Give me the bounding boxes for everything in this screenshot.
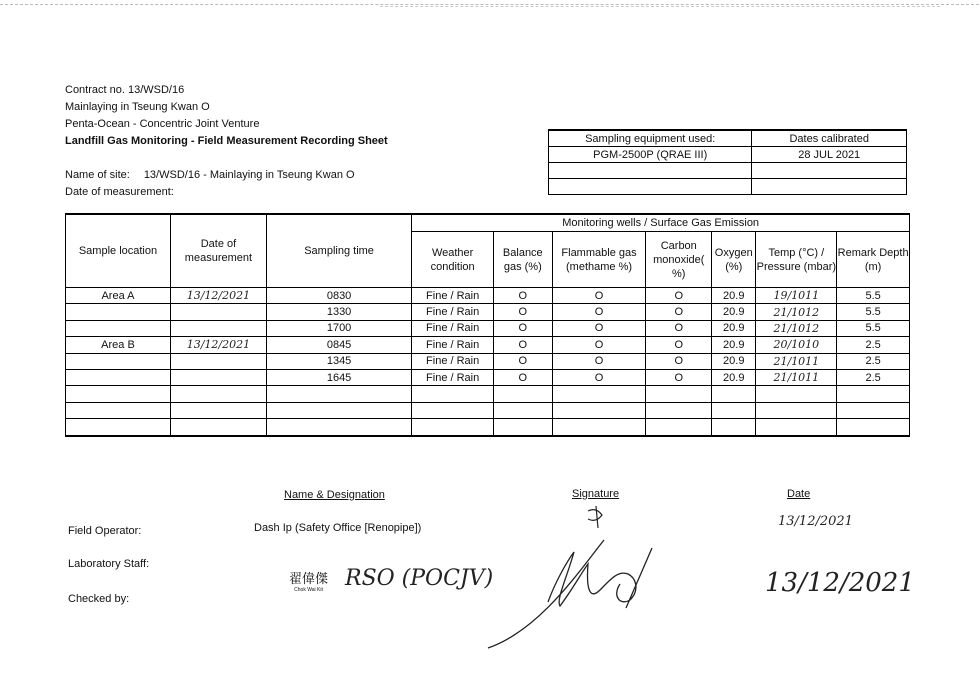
checker-chinese-text: 翟偉傑 bbox=[289, 571, 329, 586]
equipment-model: PGM-2500P (QRAE III) bbox=[549, 147, 752, 163]
site-name-value: 13/WSD/16 - Mainlaying in Tseung Kwan O bbox=[143, 169, 355, 181]
equipment-header: Sampling equipment used: bbox=[549, 130, 752, 147]
cell-time: 1700 bbox=[266, 320, 411, 336]
header-oxygen: Oxygen (%) bbox=[712, 232, 756, 288]
cell-flammable: O bbox=[552, 353, 646, 369]
cell-remark: 5.5 bbox=[837, 320, 910, 336]
cell-balance: O bbox=[494, 369, 553, 385]
cell-temp: 21/1012 bbox=[756, 304, 837, 320]
cell-balance: O bbox=[494, 320, 553, 336]
header-sample-location: Sample location bbox=[66, 214, 171, 288]
header-temp-pressure: Temp (°C) / Pressure (mbar) bbox=[756, 232, 837, 288]
header-date: Date of measurement bbox=[170, 214, 266, 288]
cell-co: O bbox=[646, 369, 712, 385]
cell-flammable: O bbox=[552, 320, 646, 336]
cell-flammable: O bbox=[552, 288, 646, 304]
name-designation-header: Name & Designation bbox=[284, 489, 385, 501]
cell-balance: O bbox=[494, 288, 553, 304]
cell-balance: O bbox=[494, 353, 553, 369]
cell-time: 1345 bbox=[266, 353, 411, 369]
cell-remark: 5.5 bbox=[837, 288, 910, 304]
cell-temp: 19/1011 bbox=[756, 288, 837, 304]
date-header: Date bbox=[787, 488, 811, 500]
checker-date: 13/12/2021 bbox=[765, 568, 915, 598]
lab-staff-label: Laboratory Staff: bbox=[68, 558, 150, 570]
checker-english-name: Chok Wai Kit bbox=[294, 587, 323, 593]
calibration-header: Dates calibrated bbox=[752, 130, 907, 147]
calibration-date: 28 JUL 2021 bbox=[752, 147, 907, 163]
cell-date: 13/12/2021 bbox=[170, 288, 266, 304]
cell-time: 0830 bbox=[266, 288, 411, 304]
operator-signature bbox=[588, 506, 602, 528]
field-operator-date: 13/12/2021 bbox=[778, 514, 853, 529]
cell-weather: Fine / Rain bbox=[412, 288, 494, 304]
cell-balance: O bbox=[494, 337, 553, 353]
cell-date: 13/12/2021 bbox=[170, 337, 266, 353]
date-of-measurement-label: Date of measurement: bbox=[65, 186, 174, 198]
cell-weather: Fine / Rain bbox=[412, 369, 494, 385]
cell-co: O bbox=[646, 320, 712, 336]
field-operator-label: Field Operator: bbox=[68, 525, 142, 537]
contractor-name: Penta-Ocean - Concentric Joint Venture bbox=[65, 118, 260, 130]
cell-co: O bbox=[646, 288, 712, 304]
cell-weather: Fine / Rain bbox=[412, 320, 494, 336]
header-carbon-monoxide: Carbon monoxide( %) bbox=[646, 232, 712, 288]
cell-temp: 21/1012 bbox=[756, 320, 837, 336]
cell-remark: 2.5 bbox=[837, 369, 910, 385]
cell-remark: 2.5 bbox=[837, 353, 910, 369]
checker-signature bbox=[488, 540, 652, 648]
header-balance-gas: Balance gas (%) bbox=[494, 232, 553, 288]
cell-location: Area A bbox=[66, 288, 171, 304]
cell-co: O bbox=[646, 353, 712, 369]
project-name: Mainlaying in Tseung Kwan O bbox=[65, 101, 210, 113]
cell-location: Area B bbox=[66, 337, 171, 353]
sheet-title: Landfill Gas Monitoring - Field Measurement Recording Sheet bbox=[65, 135, 388, 147]
cell-balance: O bbox=[494, 304, 553, 320]
cell-temp: 21/1011 bbox=[756, 353, 837, 369]
site-name-label: Name of site: bbox=[65, 169, 130, 181]
cell-oxygen: 20.9 bbox=[712, 304, 756, 320]
cell-oxygen: 20.9 bbox=[712, 288, 756, 304]
cell-oxygen: 20.9 bbox=[712, 337, 756, 353]
cell-flammable: O bbox=[552, 369, 646, 385]
cell-remark: 2.5 bbox=[837, 337, 910, 353]
cell-temp: 21/1011 bbox=[756, 369, 837, 385]
cell-co: O bbox=[646, 337, 712, 353]
cell-flammable: O bbox=[552, 337, 646, 353]
cell-time: 1330 bbox=[266, 304, 411, 320]
header-flammable-gas: Flammable gas (methame %) bbox=[552, 232, 646, 288]
cell-remark: 5.5 bbox=[837, 304, 910, 320]
cell-oxygen: 20.9 bbox=[712, 320, 756, 336]
cell-temp: 20/1010 bbox=[756, 337, 837, 353]
header-sampling-time: Sampling time bbox=[266, 214, 411, 288]
cell-time: 1645 bbox=[266, 369, 411, 385]
cell-oxygen: 20.9 bbox=[712, 369, 756, 385]
contract-number: Contract no. 13/WSD/16 bbox=[65, 84, 185, 96]
header-remark-depth: Remark Depth (m) bbox=[837, 232, 910, 288]
cell-weather: Fine / Rain bbox=[412, 304, 494, 320]
cell-co: O bbox=[646, 304, 712, 320]
cell-oxygen: 20.9 bbox=[712, 353, 756, 369]
checked-by-label: Checked by: bbox=[68, 593, 130, 605]
cell-weather: Fine / Rain bbox=[412, 353, 494, 369]
checker-designation: RSO (POCJV) bbox=[345, 566, 494, 591]
cell-time: 0845 bbox=[266, 337, 411, 353]
cell-flammable: O bbox=[552, 304, 646, 320]
signature-header: Signature bbox=[572, 488, 620, 500]
field-operator-name: Dash Ip (Safety Office [Renopipe]) bbox=[254, 522, 422, 534]
cell-weather: Fine / Rain bbox=[412, 337, 494, 353]
header-weather: Weather condition bbox=[412, 232, 494, 288]
header-group: Monitoring wells / Surface Gas Emission bbox=[412, 214, 910, 232]
